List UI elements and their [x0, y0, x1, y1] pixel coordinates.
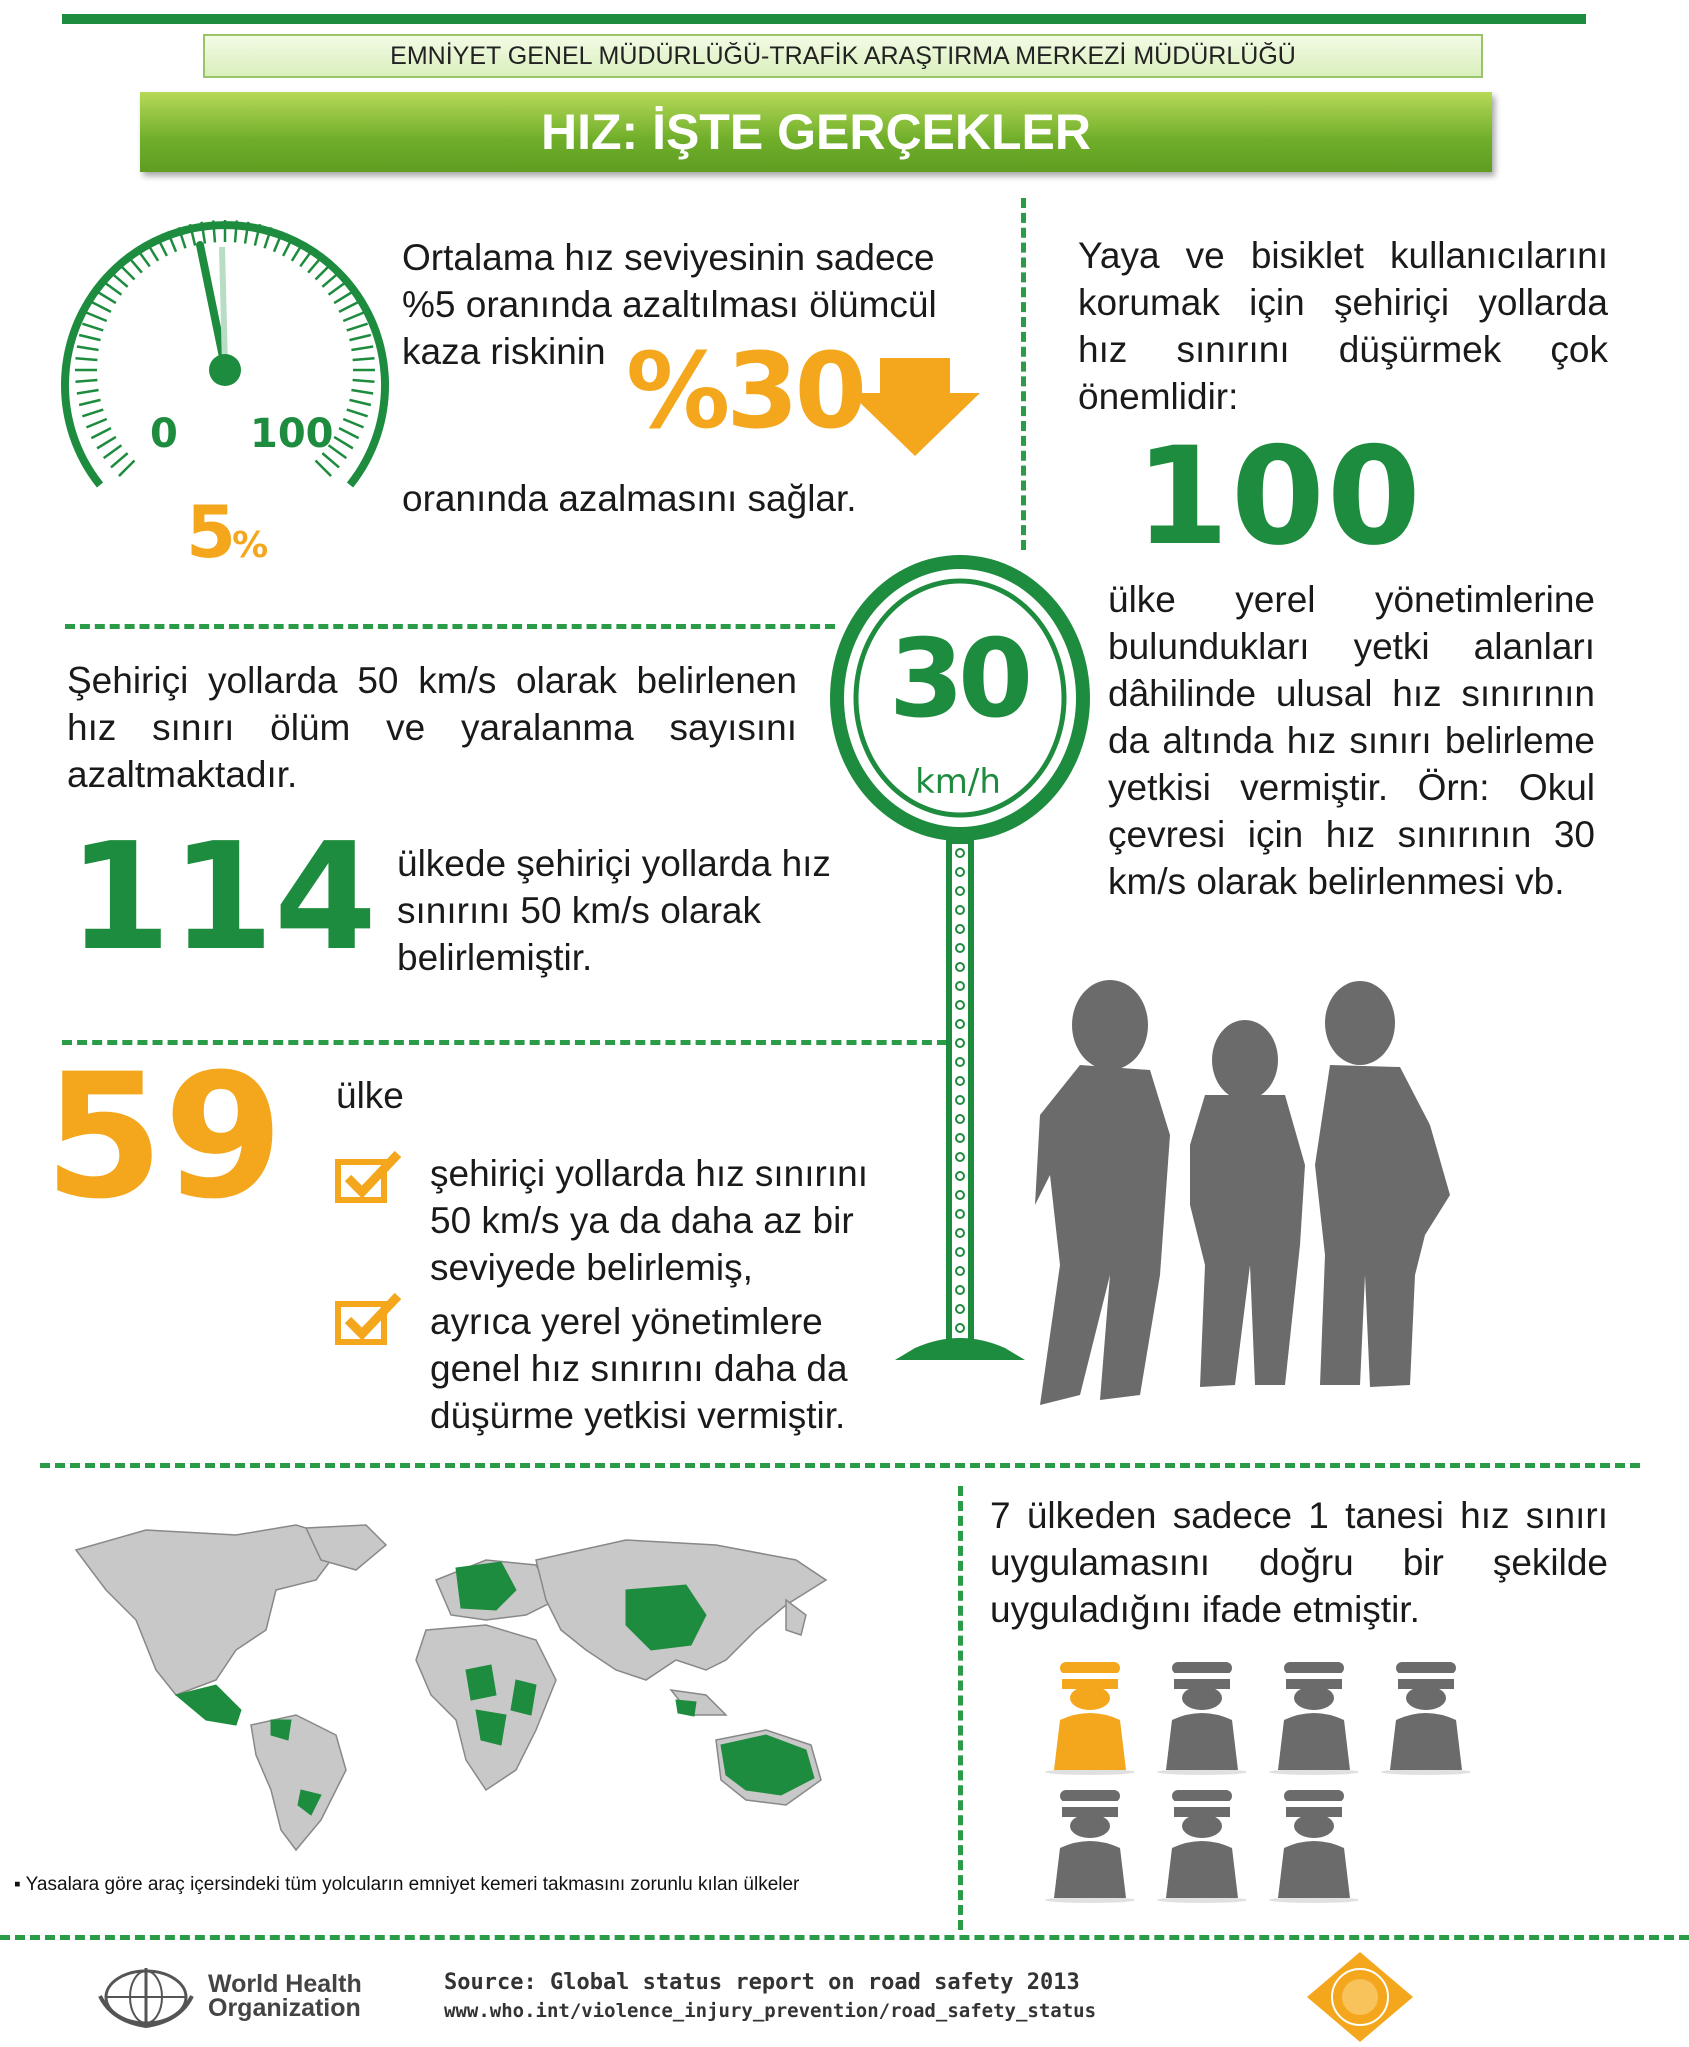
pedestrian-detail: ülke yerel yönetimlerine bulundukları yetki alanları dâhilinde ulusal hız sınırının da altında hız sınırı belirleme yetkisi vermiştir. Örn: Okul çevresi için hız sınırının 30 km/s olarak belirlenmesi vb. [1108, 579, 1595, 902]
pedestrian-number: 100 [1135, 418, 1423, 575]
gauge-tick [334, 437, 353, 448]
source-url[interactable]: www.who.int/violence_injury_prevention/road_safety_status [444, 2000, 1097, 2022]
risk-reduction-value: %30 [626, 330, 863, 452]
gauge-label-zero: 0 [150, 411, 178, 457]
urban-number: 114 [68, 811, 377, 983]
gauge-tick [347, 410, 368, 417]
gauge-tick [316, 461, 332, 477]
gauge-tick [75, 380, 97, 382]
avg-speed-text-end: oranında azalmasını sağlar. [402, 478, 857, 519]
pedestrian-intro: Yaya ve bisiklet kullanıcılarını korumak için şehiriçi yollarda hız sınırını düşürmek çok önemlidir: [1078, 235, 1608, 417]
gauge-tick [351, 390, 373, 393]
countries-59-item-1: şehiriçi yollarda hız sınırını 50 km/s ya da daha az bir seviyede belirlemiş, [430, 1153, 869, 1288]
divider-vertical-bottom [958, 1486, 963, 1930]
down-arrow-icon [850, 358, 980, 458]
gauge-tick [82, 410, 103, 417]
who-org-name [208, 1972, 362, 2020]
who-org-line2: Organization [208, 1994, 361, 2022]
gauge-tick [349, 400, 370, 405]
who-logo-icon [92, 1966, 200, 2028]
divider-horizontal-3 [40, 1463, 1640, 1468]
gauge-tick [97, 292, 116, 303]
police-officer-icon [1152, 1660, 1252, 1775]
police-officer-icon [1376, 1660, 1476, 1775]
divider-vertical-top [1021, 198, 1026, 550]
checkbox-checked-icon [334, 1148, 404, 1206]
page-title: HIZ: İŞTE GERÇEKLER [140, 92, 1492, 172]
gauge-label-hundred: 100 [250, 411, 334, 457]
speed-sign-unit: km/h [915, 762, 1001, 802]
gauge-tick [97, 437, 116, 448]
police-officer-icon [1264, 1660, 1364, 1775]
gauge-tick [86, 313, 106, 321]
police-officer-icon [1040, 1788, 1140, 1903]
checkbox-checked-icon [334, 1290, 404, 1348]
countries-59-number: 59 [44, 1036, 284, 1237]
divider-horizontal-1 [65, 624, 835, 629]
gauge-tick [91, 428, 111, 438]
gauge-tick [111, 453, 128, 467]
gauge-tick [86, 419, 106, 427]
gauge-tick [347, 324, 368, 331]
gauge-tick [77, 390, 99, 393]
countries-59-item-2: ayrıca yerel yönetimlere genel hız sınırını daha da düşürme yetkisi vermiştir. [430, 1301, 848, 1436]
pedestrians-silhouette-icon [1030, 975, 1460, 1415]
gauge-tick [79, 335, 100, 340]
agency-banner: EMNİYET GENEL MÜDÜRLÜĞÜ-TRAFİK ARAŞTIRMA MERKEZİ MÜDÜRLÜĞÜ [203, 34, 1483, 78]
police-officer-icon [1040, 1660, 1140, 1775]
gauge-reduction-label: 5% [186, 490, 265, 574]
gauge-tick [349, 335, 370, 340]
world-map-icon [66, 1520, 876, 1860]
urban-intro: Şehiriçi yollarda 50 km/s olarak belirlenen hız sınırı ölüm ve yaralanma sayısını azaltmaktadır. [67, 660, 797, 795]
enforcement-text: 7 ülkeden sadece 1 tanesi hız sınırı uygulamasını doğru bir şekilde uyguladığını ifade etmiştir. [990, 1495, 1608, 1630]
avg-speed-text: Ortalama hız seviyesinin sadece %5 oranında azaltılması ölümcül kaza riskinin [402, 237, 937, 372]
countries-59-label: ülke [336, 1075, 404, 1116]
gauge-tick [75, 358, 97, 360]
gauge-tick [339, 428, 359, 438]
gauge-tick [79, 400, 100, 405]
gauge-tick [119, 461, 135, 477]
gauge-tick [91, 302, 111, 312]
gauge-tick [82, 324, 103, 331]
decade-of-action-seal-icon [1305, 1950, 1415, 2045]
top-rule [62, 14, 1586, 24]
map-caption: ▪ Yasalara göre araç içersindeki tüm yolcuların emniyet kemeri takmasını zorunlu kılan ülkeler [14, 1874, 800, 1895]
gauge-tick [353, 380, 375, 382]
police-officers-group [1040, 1660, 1480, 1910]
urban-text: ülkede şehiriçi yollarda hız sınırını 50 km/s olarak belirlemiştir. [397, 843, 831, 978]
gauge-tick [334, 292, 353, 303]
police-officer-icon [1264, 1788, 1364, 1903]
gauge-tick [339, 302, 359, 312]
gauge-tick [77, 347, 99, 350]
gauge-tick [351, 347, 373, 350]
source-text: Source: Global status report on road safety 2013 [444, 1970, 1080, 1995]
divider-horizontal-4 [0, 1935, 1689, 1940]
gauge-tick [343, 419, 363, 427]
gauge-tick [104, 445, 122, 458]
speed-sign-number: 30 [888, 617, 1028, 742]
gauge-tick [353, 358, 375, 360]
police-officer-icon [1152, 1788, 1252, 1903]
who-org-line1: World Health [208, 1970, 362, 1998]
gauge-tick [343, 313, 363, 321]
